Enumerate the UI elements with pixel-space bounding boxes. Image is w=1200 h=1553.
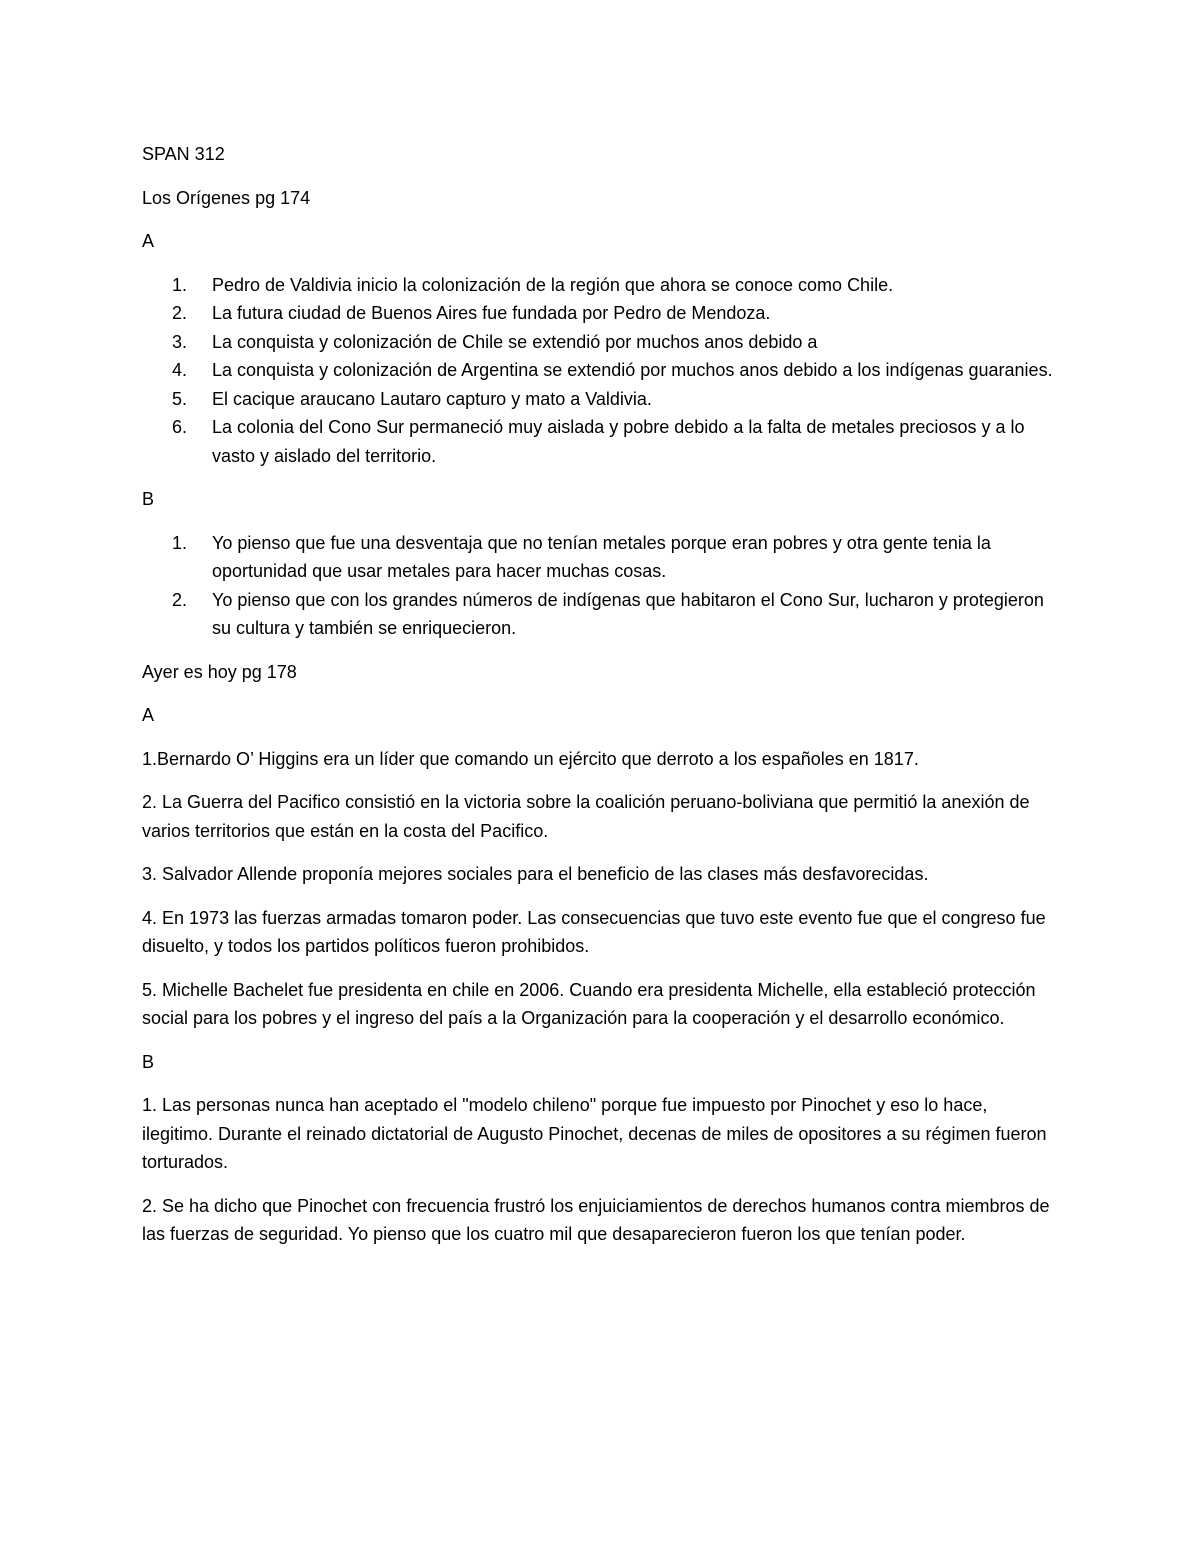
list-text: Yo pienso que con los grandes números de indígenas que habitaron el Cono Sur, lucharon y protegieron su cultura y también se enriquecieron. xyxy=(212,589,1044,638)
list-item xyxy=(142,385,1062,414)
section-title-origenes: Los Orígenes pg 174 xyxy=(142,187,311,208)
list-number: 1. xyxy=(172,274,188,295)
list-item xyxy=(142,356,1062,385)
origenes-a-list xyxy=(142,271,1062,471)
answer-paragraph: 4. En 1973 las fuerzas armadas tomaron poder. Las consecuencias que tuvo este evento fue que el congreso fue disuelto, y todos los partidos políticos fueron prohibidos. xyxy=(142,907,1046,956)
list-number: 3. xyxy=(172,331,188,352)
answer-paragraph: 1. Las personas nunca han aceptado el "modelo chileno" porque fue impuesto por Pinochet y eso lo hace, ilegitimo. Durante el reinado dictatorial de Augusto Pinochet, decenas de miles de opositores a su régimen fueron torturados. xyxy=(142,1095,1047,1172)
part-label-a: A xyxy=(142,705,155,725)
list-item xyxy=(142,413,1062,470)
part-label-b: B xyxy=(142,489,155,509)
part-label-b: B xyxy=(142,1051,155,1072)
answer-paragraph: 3. Salvador Allende proponía mejores sociales para el beneficio de las clases más desfavorecidas. xyxy=(142,864,929,884)
course-title: SPAN 312 xyxy=(142,144,225,164)
list-text: La conquista y colonización de Chile se extendió por muchos anos debido a xyxy=(212,331,818,352)
list-number: 2. xyxy=(172,589,188,610)
list-number: 2. xyxy=(172,303,188,323)
list-number: 4. xyxy=(172,360,188,380)
answer-paragraph: 2. La Guerra del Pacifico consistió en la victoria sobre la coalición peruano-boliviana que permitió la anexión de varios territorios que están en la costa del Pacifico. xyxy=(142,792,1030,841)
list-item xyxy=(142,586,1062,643)
list-text: El cacique araucano Lautaro capturo y mato a Valdivia. xyxy=(212,388,652,409)
list-item xyxy=(142,328,1062,357)
list-text: La conquista y colonización de Argentina se extendió por muchos anos debido a los indígenas guaranies. xyxy=(212,360,1053,380)
list-number: 5. xyxy=(172,388,188,409)
list-text: Yo pienso que fue una desventaja que no tenían metales porque eran pobres y otra gente tenia la oportunidad que usar metales para hacer muchas cosas. xyxy=(212,532,991,581)
section-title-ayer-es-hoy: Ayer es hoy pg 178 xyxy=(142,661,297,682)
answer-paragraph: 2. Se ha dicho que Pinochet con frecuencia frustró los enjuiciamientos de derechos humanos contra miembros de las fuerzas de seguridad. Yo pienso que los cuatro mil que desaparecieron fueron los que tenían poder. xyxy=(142,1195,1050,1244)
list-text: La futura ciudad de Buenos Aires fue fundada por Pedro de Mendoza. xyxy=(212,303,771,323)
list-item xyxy=(142,529,1062,586)
list-number: 1. xyxy=(172,532,188,553)
list-number: 6. xyxy=(172,417,188,437)
origenes-b-list xyxy=(142,529,1062,643)
list-text: La colonia del Cono Sur permaneció muy aislada y pobre debido a la falta de metales preciosos y a lo vasto y aislado del territorio. xyxy=(212,417,1025,466)
list-text: Pedro de Valdivia inicio la colonización de la región que ahora se conoce como Chile. xyxy=(212,274,894,295)
answer-paragraph: 5. Michelle Bachelet fue presidenta en chile en 2006. Cuando era presidenta Michelle, ella estableció protección social para los pobres y el ingreso del país a la Organización para la cooperación y el desarrollo económico. xyxy=(142,979,1036,1028)
list-item xyxy=(142,271,1062,300)
list-item xyxy=(142,299,1062,328)
document-body xyxy=(142,140,1062,1264)
answer-paragraph: 1.Bernardo O’ Higgins era un líder que comando un ejército que derroto a los españoles en 1817. xyxy=(142,748,919,769)
part-label-a: A xyxy=(142,231,155,251)
